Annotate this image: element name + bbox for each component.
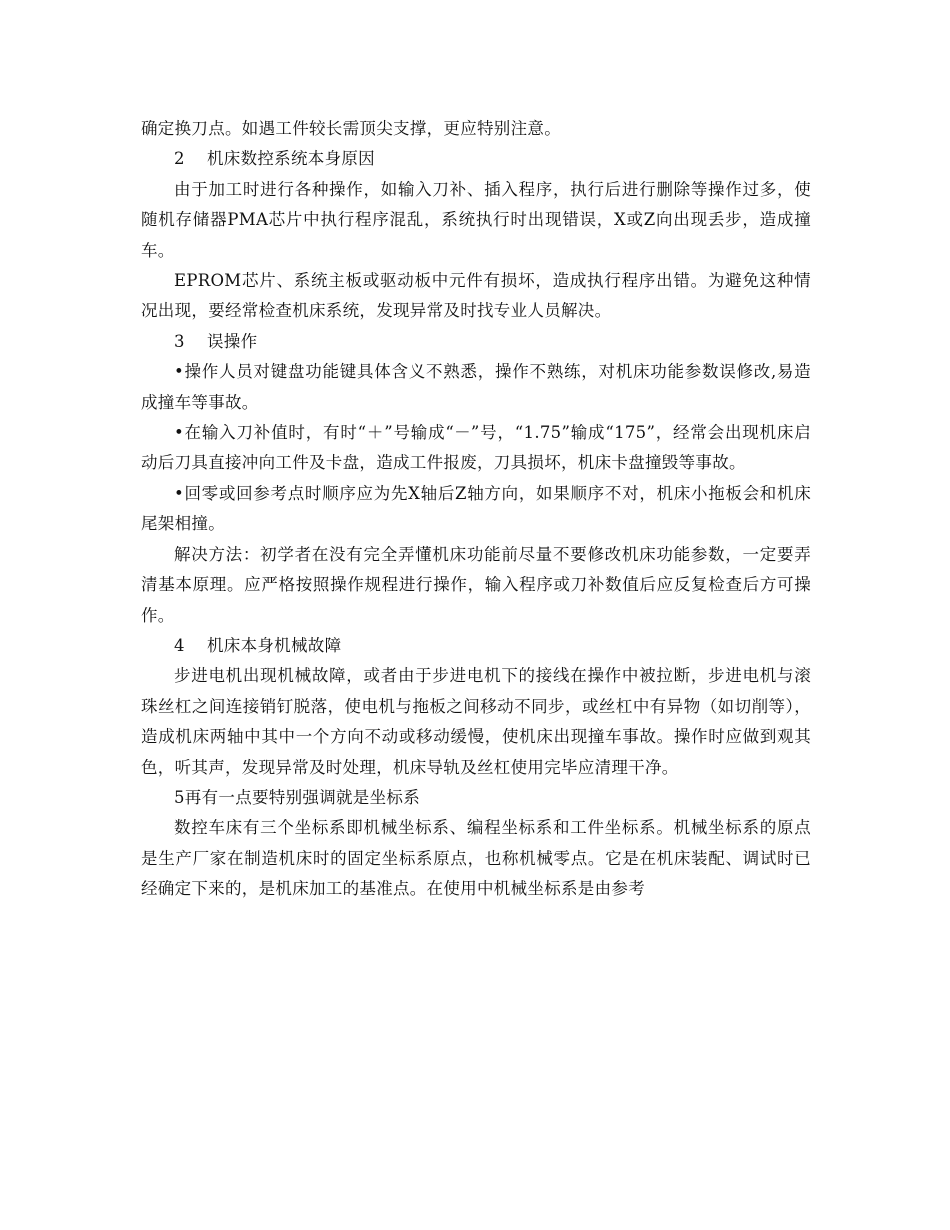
paragraph-continuation: 确定换刀点。如遇工件较长需顶尖支撑，更应特别注意。 [141, 119, 561, 138]
section-heading-2: 2 机床数控系统本身原因 [174, 149, 375, 169]
paragraph: 步进电机出现机械故障，或者由于步进电机下的接线在操作中被拉断，步进电机与滚珠丝杠之间连接销钉脱落，使电机与拖板之间移动不同步，或丝杠中有异物（如切削等），造成机床两轴中其中一个方向不动或移动缓慢，使机床出现撞车事故。操作时应做到观其色，听其声，发现异常及时处理，机床导轨及丝杠使用完毕应清理干净。 [141, 666, 811, 777]
paragraph: 由于加工时进行各种操作，如输入刀补、插入程序，执行后进行删除等操作过多，使随机存储器PMA芯片中执行程序混乱，系统执行时出现错误，X或Z向出现丢步，造成撞车。 [141, 179, 811, 260]
paragraph: 数控车床有三个坐标系即机械坐标系、编程坐标系和工件坐标系。机械坐标系的原点是生产厂家在制造机床时的固定坐标系原点，也称机械零点。它是在机床装配、调试时已经确定下来的，是机床加工的基准点。在使用中机械坐标系是由参考 [141, 818, 811, 899]
document-body [141, 114, 811, 905]
bullet-paragraph: •在输入刀补值时，有时“＋”号输成“－”号，“1.75”输成“175”，经常会出现机床启动后刀具直接冲向工件及卡盘，造成工件报废，刀具损坏，机床卡盘撞毁等事故。 [141, 423, 811, 473]
section-heading-5: 5再有一点要特别强调就是坐标系 [174, 787, 420, 807]
bullet-paragraph: •回零或回参考点时顺序应为先X轴后Z轴方向，如果顺序不对，机床小拖板会和机床尾架相撞。 [141, 483, 811, 534]
section-heading-4: 4 机床本身机械故障 [174, 635, 342, 655]
paragraph: 解决方法：初学者在没有完全弄懂机床功能前尽量不要修改机床功能参数，一定要弄清基本原理。应严格按照操作规程进行操作，输入程序或刀补数值后应反复检查后方可操作。 [141, 544, 811, 625]
bullet-paragraph: •操作人员对键盘功能键具体含义不熟悉，操作不熟练，对机床功能参数误修改,易造成撞车等事故。 [141, 362, 811, 412]
paragraph: EPROM芯片、系统主板或驱动板中元件有损坏，造成执行程序出错。为避免这种情况出现，要经常检查机床系统，发现异常及时找专业人员解决。 [141, 271, 811, 321]
section-heading-3: 3 误操作 [174, 331, 258, 351]
